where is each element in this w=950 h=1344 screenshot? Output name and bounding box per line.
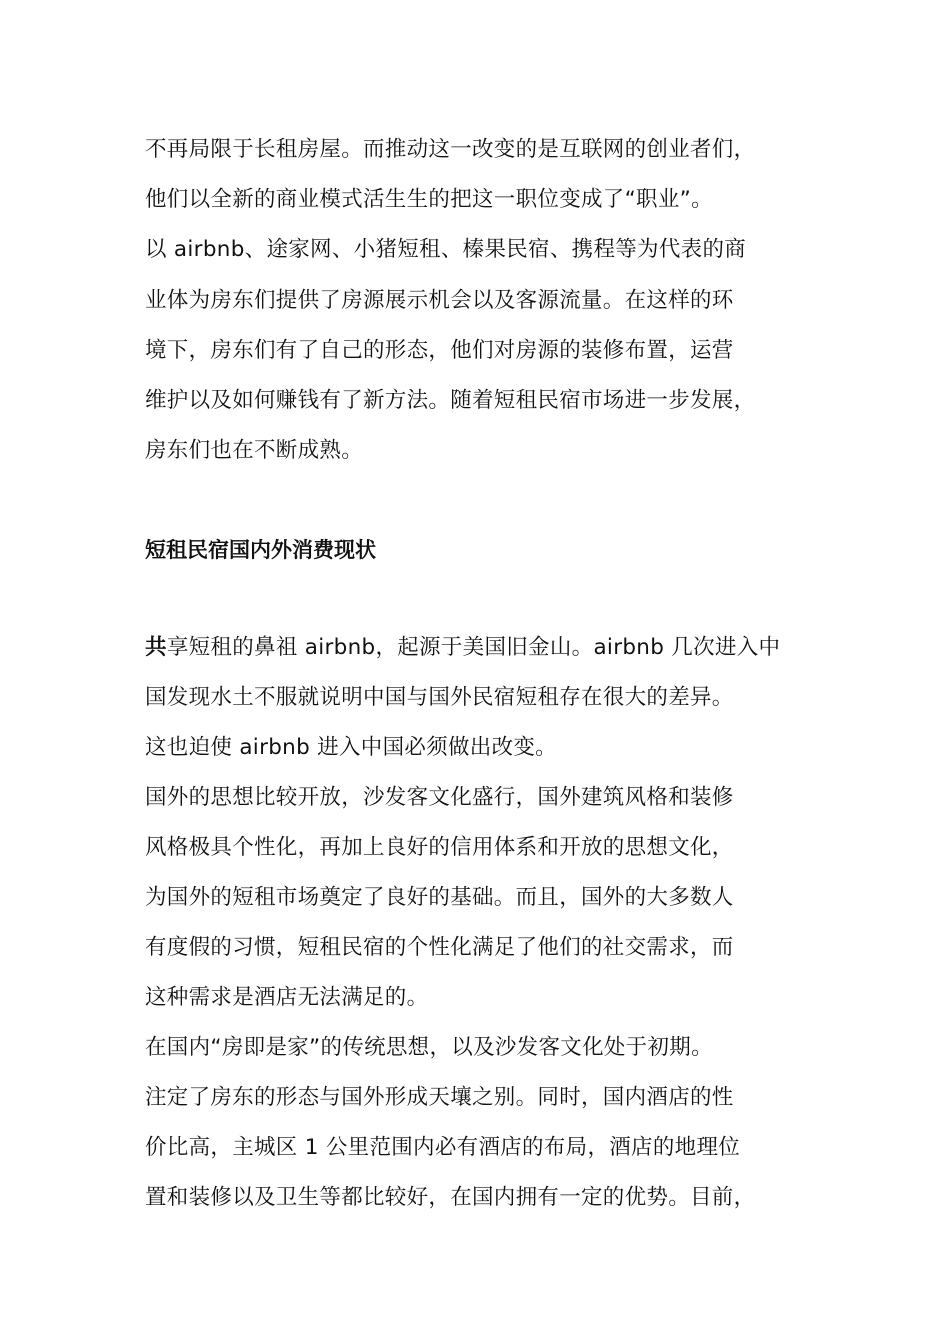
paragraph-line: 房东们也在不断成熟。	[145, 438, 364, 463]
paragraph-line: 为国外的短租市场奠定了良好的基础。而且，国外的大多数人	[145, 885, 734, 910]
paragraph-line: 这也迫使 airbnb 进入中国必须做出改变。	[145, 735, 557, 760]
paragraph-line: 不再局限于长租房屋。而推动这一改变的是互联网的创业者们，	[145, 137, 756, 162]
paragraph-line: 国发现水土不服就说明中国与国外民宿短租存在很大的差异。	[145, 685, 734, 710]
paragraph-line: 以 airbnb、途家网、小猪短租、榛果民宿、携程等为代表的商	[145, 237, 747, 262]
paragraph-line: 有度假的习惯，短租民宿的个性化满足了他们的社交需求，而	[145, 935, 734, 960]
paragraph-line: 境下，房东们有了自己的形态，他们对房源的装修布置，运营	[145, 338, 734, 363]
paragraph-line: 维护以及如何赚钱有了新方法。随着短租民宿市场进一步发展，	[145, 388, 756, 413]
paragraph-line-text: 享短租的鼻祖 airbnb，起源于美国旧金山。airbnb 几次进入中	[166, 635, 781, 660]
paragraph-line	[145, 634, 845, 662]
paragraph-line: 风格极具个性化，再加上良好的信用体系和开放的思想文化，	[145, 835, 734, 860]
paragraph-line: 他们以全新的商业模式活生生的把这一职位变成了“职业”。	[145, 187, 713, 212]
paragraph-line: 业体为房东们提供了房源展示机会以及客源流量。在这样的环	[145, 288, 734, 313]
paragraph-line: 在国内“房即是家”的传统思想，以及沙发客文化处于初期。	[145, 1035, 713, 1060]
paragraph-line: 注定了房东的形态与国外形成天壤之别。同时，国内酒店的性	[145, 1085, 734, 1110]
section-heading: 短租民宿国内外消费现状	[145, 538, 376, 562]
paragraph-line: 国外的思想比较开放，沙发客文化盛行，国外建筑风格和装修	[145, 785, 734, 810]
paragraph-line: 价比高，主城区 1 公里范围内必有酒店的布局，酒店的地理位	[145, 1135, 741, 1160]
paragraph-line: 这种需求是酒店无法满足的。	[145, 985, 429, 1010]
paragraph-line: 置和装修以及卫生等都比较好，在国内拥有一定的优势。目前，	[145, 1185, 756, 1210]
lead-character: 共	[145, 635, 167, 660]
